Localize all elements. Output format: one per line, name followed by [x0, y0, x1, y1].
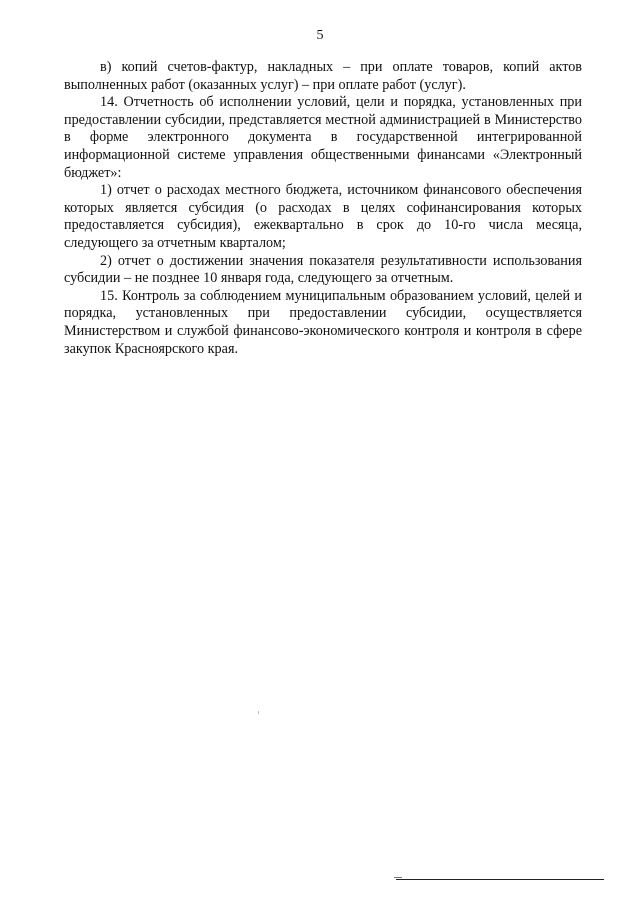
page-number: 5: [316, 28, 324, 43]
paragraph-14-1: 1) отчет о расходах местного бюджета, источником финансового обеспечения которых является субсидия (о расходах в целях софинансирования которых предоставляется субсидия), ежеквартально в срок до 10-го числа месяца, следующего за отчетным кварталом;: [64, 182, 582, 251]
scan-speck: [258, 711, 259, 714]
footer-rule: [396, 879, 604, 880]
paragraph-14: 14. Отчетность об исполнении условий, цели и порядка, установленных при предоставлении субсидии, представляется местной администрацией в Министерство в форме электронного документа в государственной интегрированной информационной системе управления общественными финансами «Электронный бюджет»:: [64, 94, 582, 181]
footer-rule-tick: [394, 877, 402, 878]
paragraph-15: 15. Контроль за соблюдением муниципальным образованием условий, целей и порядка, установленных при предоставлении субсидии, осуществляется Министерством и службой финансово-экономического контроля и контроля в сфере закупок Красноярского края.: [64, 287, 582, 357]
document-body: [64, 59, 582, 358]
paragraph-item-v: в) копий счетов-фактур, накладных – при оплате товаров, копий актов выполненных работ (оказанных услуг) – при оплате работ (услуг).: [64, 59, 582, 93]
paragraph-14-2: 2) отчет о достижении значения показателя результативности использования субсидии – не позднее 10 января года, следующего за отчетным.: [64, 252, 582, 287]
